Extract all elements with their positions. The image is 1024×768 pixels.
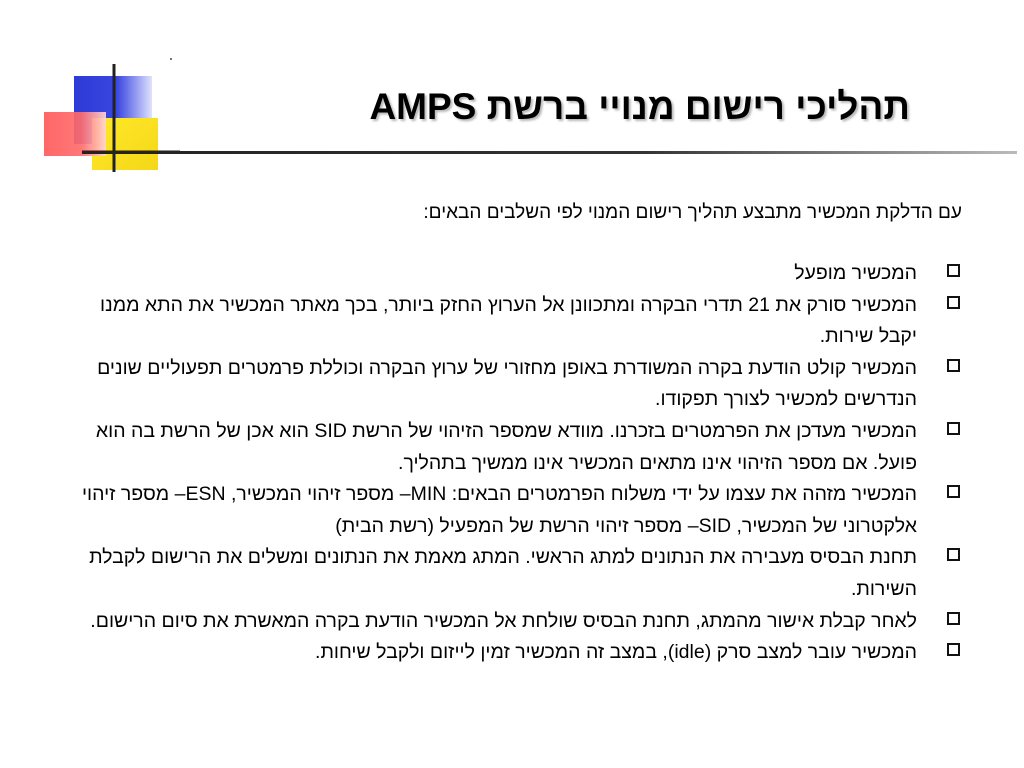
page-title: תהליכי רישום מנויי ברשת AMPS	[369, 86, 910, 127]
checkbox-bullet-icon	[947, 643, 960, 656]
checkbox-bullet-icon	[947, 485, 960, 498]
checkbox-bullet-icon	[947, 612, 960, 625]
list-item	[80, 416, 960, 479]
checkbox-bullet-icon	[947, 296, 960, 309]
list-item-text: המכשיר סורק את 21 תדרי הבקרה ומתכוונן אל הערוץ החזק ביותר, בכך מאתר המכשיר את התא ממנו יקבל שירות.	[100, 293, 917, 348]
list-item-text: המכשיר קולט הודעת בקרה המשודרת באופן מחזורי של ערוץ הבקרה וכוללת פרמטרים תפעוליים שונים הנדרשים למכשיר לצורך תפקודו.	[97, 356, 917, 411]
title-rule	[82, 151, 1017, 154]
list-item	[80, 637, 960, 669]
list-item	[80, 479, 960, 542]
list-item	[80, 606, 960, 638]
list-item-text: המכשיר מעדכן את הפרמטרים בזכרנו. מוודא שמספר הזיהוי של הרשת SID הוא אכן של הרשת בה הוא פועל. אם מספר הזיהוי אינו מתאים המכשיר אינו ממשיך בתהליך.	[95, 419, 917, 474]
intro-text: עם הדלקת המכשיר מתבצע תהליך רישום המנוי לפי השלבים הבאים:	[423, 202, 962, 223]
list-item-text: המכשיר מופעל	[794, 262, 917, 284]
list-item-text: לאחר קבלת אישור מהמתג, תחנת הבסיס שולחת אל המכשיר הודעת בקרה המאשרת את סיום הרישום.	[90, 609, 917, 632]
list-item-text: תחנת הבסיס מעבירה את הנתונים למתג הראשי. המתג מאמת את הנתונים ומשלים את הרישום לקבלת השירות.	[89, 546, 917, 600]
checkbox-bullet-icon	[947, 264, 960, 277]
list-item-text: המכשיר מזהה את עצמו על ידי משלוח הפרמטרים הבאים: MIN– מספר זיהוי המכשיר, ESN– מספר זיהוי אלקטרוני של המכשיר, SID– מספר זיהוי הרשת של המפעיל (רשת הבית)	[81, 483, 917, 537]
list-item	[80, 542, 960, 605]
checkbox-bullet-icon	[947, 359, 960, 372]
list-item-text: המכשיר עובר למצב סרק (idle), במצב זה המכשיר זמין לייזום ולקבל שיחות.	[315, 641, 917, 664]
list-item	[80, 258, 960, 290]
checkbox-bullet-icon	[947, 548, 960, 561]
list-item	[80, 353, 960, 416]
steps-list	[80, 258, 960, 669]
list-item	[80, 290, 960, 353]
checkbox-bullet-icon	[947, 422, 960, 435]
red-square	[44, 112, 106, 156]
